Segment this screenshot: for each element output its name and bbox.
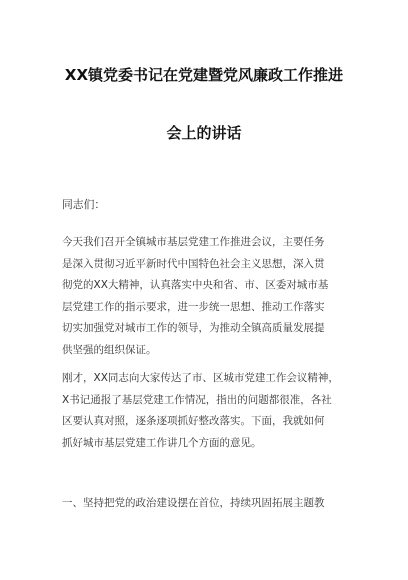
- document-title-line-1: XX镇党委书记在党建暨党风廉政工作推进: [64, 66, 344, 84]
- paragraph-3: [62, 493, 362, 515]
- paragraph-line: 彻党的XX大精神，认真落实中央和省、市、区委对城市基: [62, 279, 329, 291]
- paragraph-line: 是深入贯彻习近平新时代中国特色社会主义思想，深入贯: [62, 257, 325, 270]
- section-heading-line: 一、坚持把党的政治建设摆在首位，持续巩固拓展主题教: [62, 497, 325, 509]
- paragraph-line: X书记通报了基层党建工作情况，指出的问题都很准，各社: [62, 393, 332, 406]
- document-title-line-2: 会上的讲话: [166, 124, 242, 142]
- paragraph-line: 切实加强党对城市工作的领导，为推动全镇高质量发展提: [62, 322, 325, 334]
- paragraph-line: 区要认真对照，逐条逐项抓好整改落实。下面，我就如何: [62, 415, 325, 427]
- paragraph-2: [62, 368, 362, 454]
- paragraph-1: [62, 232, 362, 361]
- paragraph-line: 供坚强的组织保证。: [62, 343, 157, 356]
- paragraph-line: 刚才，XX同志向大家传达了市、区城市党建工作会议精神，: [62, 372, 339, 384]
- paragraph-line: 抓好城市基层党建工作讲几个方面的意见。: [62, 436, 262, 449]
- paragraph-line: 今天我们召开全镇城市基层党建工作推进会议，主要任务: [62, 236, 325, 248]
- paragraph-line: 层党建工作的指示要求，进一步统一思想、推动工作落实: [62, 300, 325, 313]
- salutation: 同志们：: [62, 198, 106, 211]
